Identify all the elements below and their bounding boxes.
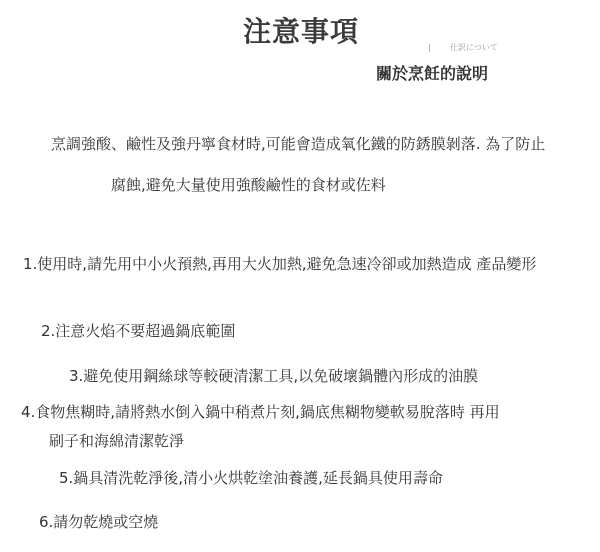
instruction-item-2: 2.注意火焰不要超過鍋底範圍 xyxy=(41,322,236,340)
instruction-item-4-line-1: 4.食物焦糊時,請將熱水倒入鍋中稍煮片刻,鍋底焦糊物變軟易脫落時 再用 xyxy=(21,403,500,421)
page-subtitle: 關於烹飪的說明 xyxy=(376,64,489,83)
page-title: 注意事項 xyxy=(243,15,360,48)
intro-line-2: 腐蝕,避免大量使用強酸鹼性的食材或佐料 xyxy=(111,176,386,194)
instruction-item-1: 1.使用時,請先用中小火預熱,再用大火加熱,避免急速冷卻或加熱造成 產品變形 xyxy=(23,255,537,273)
divider-mark: | xyxy=(428,43,431,52)
instruction-item-3: 3.避免使用鋼絲球等較硬清潔工具,以免破壞鍋體內形成的油膜 xyxy=(69,367,479,385)
instruction-item-5: 5.鍋具清洗乾淨後,清小火烘乾塗油養護,延長鍋具使用壽命 xyxy=(59,469,443,487)
intro-line-1: 烹調強酸、鹼性及強丹寧食材時,可能會造成氧化鐵的防銹膜剝落. 為了防止 xyxy=(51,135,546,153)
instruction-item-6: 6.請勿乾燒或空燒 xyxy=(39,513,159,531)
small-caption: 仕訳について xyxy=(450,43,498,52)
instruction-item-4-line-2: 刷子和海綿清潔乾淨 xyxy=(49,432,185,450)
